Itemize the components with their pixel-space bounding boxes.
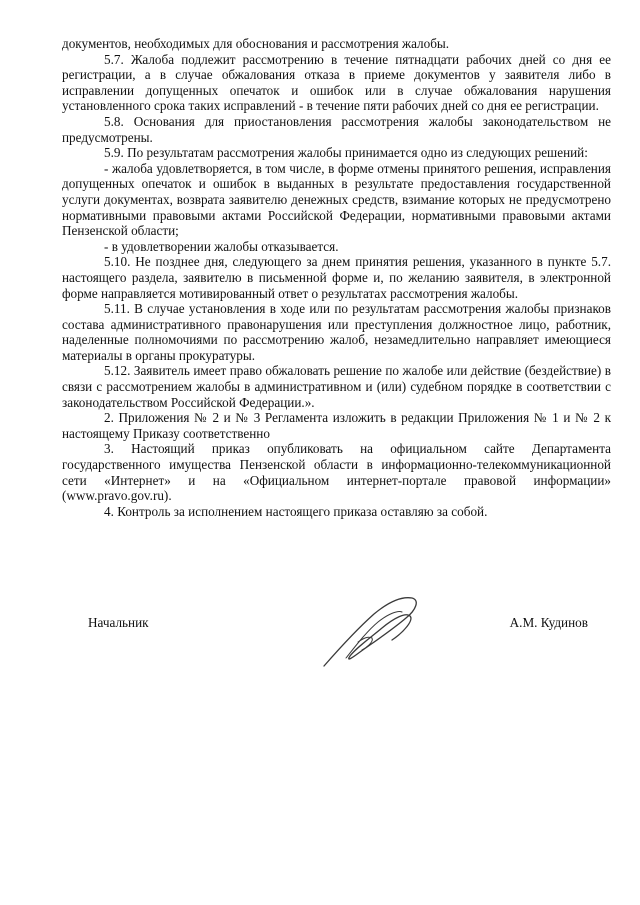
signature-block [88,610,588,690]
paragraph: документов, необходимых для обоснования и рассмотрения жалобы. [62,36,450,51]
paragraph-item-3: 3. Настоящий приказ опубликовать на официальном сайте Департамента государственного имущества Пензенской области в информационно-телекоммуникационной сети «Интернет» и на «Официальном интернет-портале правовой информации» (www.pravo.gov.ru). [62,441,611,504]
handwritten-signature-icon [316,592,426,672]
paragraph-5-8: 5.8. Основания для приостановления рассмотрения жалобы законодательством не предусмотрены. [62,113,611,145]
paragraph-5-9: 5.9. По результатам рассмотрения жалобы принимается одно из следующих решений: [104,145,588,161]
signer-name: А.М. Кудинов [509,615,588,630]
paragraph-5-12: 5.12. Заявитель имеет право обжаловать решение по жалобе или действие (бездействие) в связи с рассмотрением жалобы в административном и (или) судебном порядке в соответствии с законодательством Российской Федерации.». [62,363,611,410]
paragraph-item-4: 4. Контроль за исполнением настоящего приказа оставляю за собой. [104,503,488,519]
paragraph-5-7: 5.7. Жалоба подлежит рассмотрению в течение пятнадцати рабочих дней со дня ее регистрации, а в случае обжалования отказа в приеме документов у заявителя либо в исправлении допущенных опечаток и ошибок или в случае обжалования нарушения установленного срока таких исправлений - в течение пяти рабочих дней со дня ее регистрации. [62,51,611,114]
list-item-complaint-satisfied: - жалоба удовлетворяется, в том числе, в форме отмены принятого решения, исправления допущенных опечаток и ошибок в выданных в результате предоставления государственной услуги документах, возврата заявителю денежных средств, взимание которых не предусмотрено нормативными правовыми актами Российской Федерации, нормативными правовыми актами Пензенской области; [62,160,611,239]
list-item-complaint-rejected: - в удовлетворении жалобы отказывается. [104,238,339,254]
signer-position: Начальник [88,615,149,630]
paragraph-5-10: 5.10. Не позднее дня, следующего за днем принятия решения, указанного в пункте 5.7. настоящего раздела, заявителю в письменной форме и, по желанию заявителя, в электронной форме направляется мотивированный ответ о результатах рассмотрения жалобы. [62,254,611,301]
paragraph-5-11: 5.11. В случае установления в ходе или по результатам рассмотрения жалобы признаков состава административного правонарушения или преступления должностное лицо, работник, наделенные полномочиями по рассмотрению жалоб, незамедлительно направляет имеющиеся материалы в органы прокуратуры. [62,301,611,363]
document-body [62,36,611,519]
paragraph-item-2: 2. Приложения № 2 и № 3 Регламента изложить в редакции Приложения № 1 и № 2 к настоящему Приказу соответственно [62,410,611,441]
